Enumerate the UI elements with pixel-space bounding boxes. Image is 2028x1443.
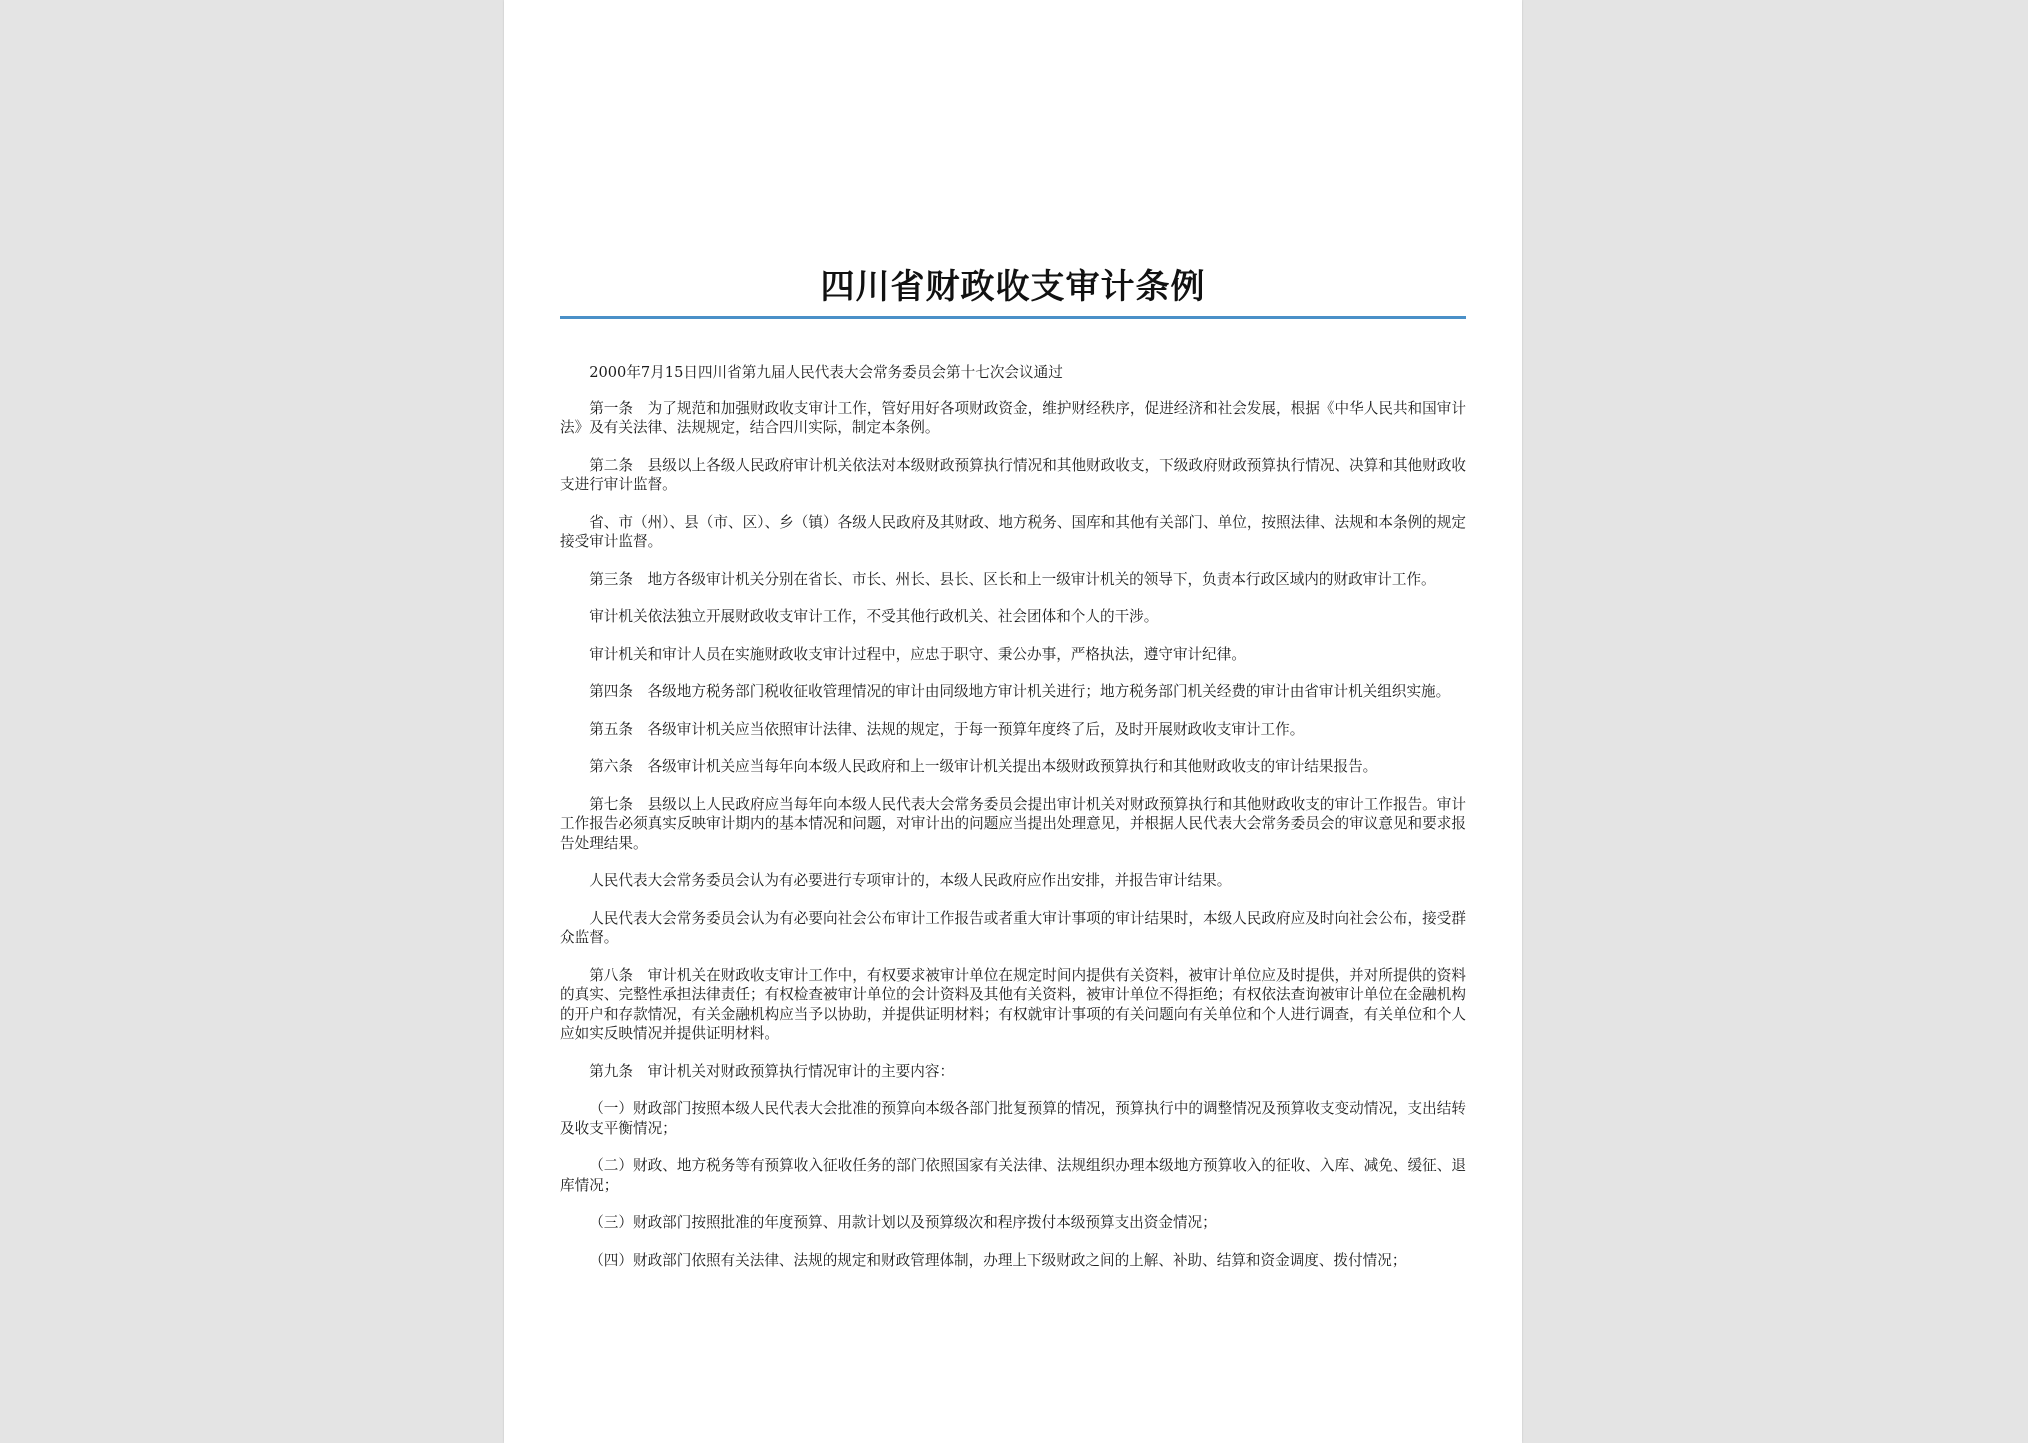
document-title: 四川省财政收支审计条例 bbox=[820, 267, 1206, 307]
article-9-item-3: （三）财政部门按照批准的年度预算、用款计划以及预算级次和程序拨付本级预算支出资金情况； bbox=[589, 1214, 1217, 1231]
document-body bbox=[560, 363, 1466, 1288]
article-4: 第四条 各级地方税务部门税收征收管理情况的审计由同级地方审计机关进行；地方税务部门机关经费的审计由省审计机关组织实施。 bbox=[589, 683, 1451, 700]
article-5: 第五条 各级审计机关应当依照审计法律、法规的规定，于每一预算年度终了后，及时开展财政收支审计工作。 bbox=[589, 720, 1305, 738]
article-8: 第八条 审计机关在财政收支审计工作中，有权要求被审计单位在规定时间内提供有关资料，被审计单位应及时提供，并对所提供的资料的真实、完整性承担法律责任；有权检查被审计单位的会计资料及其他有关资料，被审计单位不得拒绝；有权依法查询被审计单位在金融机构的开户和存款情况，有关金融机构应当予以协助，并提供证明材料；有权就审计事项的有关问题向有关单位和个人进行调查，有关单位和个人应如实反映情况并提供证明材料。 bbox=[560, 966, 1466, 1042]
article-6: 第六条 各级审计机关应当每年向本级人民政府和上一级审计机关提出本级财政预算执行和其他财政收支的审计结果报告。 bbox=[589, 758, 1378, 775]
article-7-paragraph-3: 人民代表大会常务委员会认为有必要向社会公布审计工作报告或者重大审计事项的审计结果时，本级人民政府应及时向社会公布，接受群众监督。 bbox=[560, 909, 1466, 946]
article-9-item-4: （四）财政部门依照有关法律、法规的规定和财政管理体制，办理上下级财政之间的上解、补助、结算和资金调度、拨付情况； bbox=[589, 1251, 1407, 1269]
document-page bbox=[504, 0, 1522, 1443]
article-9-item-1: （一）财政部门按照本级人民代表大会批准的预算向本级各部门批复预算的情况，预算执行中的调整情况及预算收支变动情况，支出结转及收支平衡情况； bbox=[560, 1100, 1466, 1137]
article-1: 第一条 为了规范和加强财政收支审计工作，管好用好各项财政资金，维护财经秩序，促进经济和社会发展，根据《中华人民共和国审计法》及有关法律、法规规定，结合四川实际，制定本条例。 bbox=[560, 399, 1466, 436]
article-9: 第九条 审计机关对财政预算执行情况审计的主要内容： bbox=[589, 1062, 955, 1080]
adoption-note: 2000年7月15日四川省第九届人民代表大会常务委员会第十七次会议通过 bbox=[589, 364, 1063, 381]
article-3: 第三条 地方各级审计机关分别在省长、市长、州长、县长、区长和上一级审计机关的领导下，负责本行政区域内的财政审计工作。 bbox=[589, 570, 1436, 588]
article-2-paragraph-2: 省、市（州）、县（市、区）、乡（镇）各级人民政府及其财政、地方税务、国库和其他有关部门、单位，按照法律、法规和本条例的规定接受审计监督。 bbox=[560, 513, 1466, 550]
article-7-paragraph-2: 人民代表大会常务委员会认为有必要进行专项审计的，本级人民政府应作出安排，并报告审计结果。 bbox=[589, 872, 1232, 889]
article-9-item-2: （二）财政、地方税务等有预算收入征收任务的部门依照国家有关法律、法规组织办理本级地方预算收入的征收、入库、减免、缓征、退库情况； bbox=[560, 1157, 1466, 1194]
article-2: 第二条 县级以上各级人民政府审计机关依法对本级财政预算执行情况和其他财政收支，下级政府财政预算执行情况、决算和其他财政收支进行审计监督。 bbox=[560, 456, 1466, 493]
title-underline bbox=[560, 316, 1466, 319]
article-3-paragraph-3: 审计机关和审计人员在实施财政收支审计过程中，应忠于职守、秉公办事，严格执法，遵守审计纪律。 bbox=[589, 645, 1246, 663]
article-7: 第七条 县级以上人民政府应当每年向本级人民代表大会常务委员会提出审计机关对财政预算执行和其他财政收支的审计工作报告。审计工作报告必须真实反映审计期内的基本情况和问题，对审计出的问题应当提出处理意见，并根据人民代表大会常务委员会的审议意见和要求报告处理结果。 bbox=[560, 795, 1466, 852]
article-3-paragraph-2: 审计机关依法独立开展财政收支审计工作，不受其他行政机关、社会团体和个人的干涉。 bbox=[589, 608, 1159, 625]
